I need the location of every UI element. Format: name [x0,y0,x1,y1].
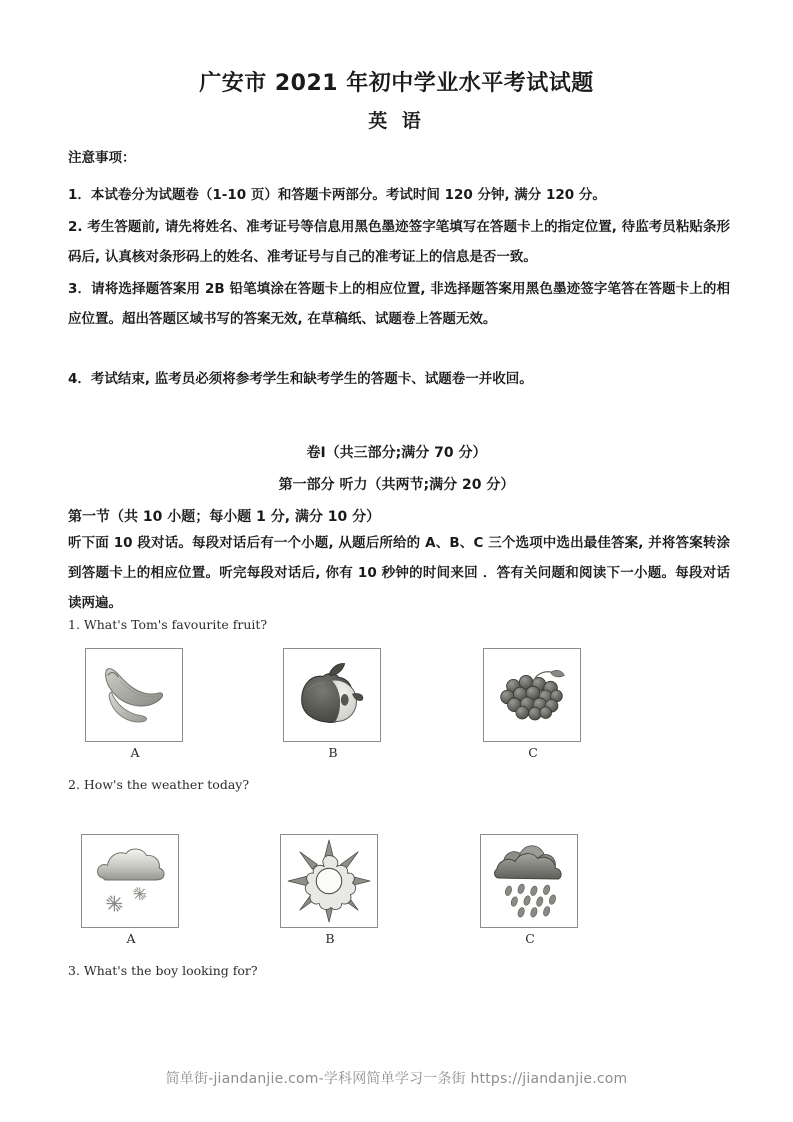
question-1-text: 1. What's Tom's favourite fruit? [68,617,268,632]
option-image-box [280,834,378,928]
option-label: A [126,931,136,946]
question-1-option-c[interactable] [483,648,583,760]
question-3-text: 3. What's the boy looking for? [68,963,258,978]
notes-block [68,146,730,396]
question-2-option-b[interactable] [280,834,380,946]
note-item-1: 1．本试卷分为试题卷（1-10 页）和答题卡两部分。考试时间 120 分钟, 满分 120 分。 [68,187,606,203]
option-image-box [283,648,381,742]
option-label: C [525,931,535,946]
note-item-4: 4．考试结束, 监考员必须将参考学生和缺考学生的答题卡、试题卷一并收回。 [68,371,533,387]
banana-icon [86,649,182,741]
option-image-box [483,648,581,742]
question-1-option-b[interactable] [283,648,383,760]
question-1-option-a[interactable] [85,648,185,760]
option-label: C [528,745,538,760]
sun-icon [281,835,377,927]
footer-watermark: 简单街-jiandanjie.com-学科网简单学习一条街 https://jiandanjie.com [165,1071,628,1087]
option-label: B [325,931,335,946]
page-subtitle: 英 语 [368,110,425,132]
rain-cloud-icon [481,835,577,927]
section-heading-part-one: 第一部分 听力（共两节;满分 20 分） [278,477,515,493]
notes-heading: 注意事项： [68,150,136,166]
option-image-box [480,834,578,928]
question-2-text: 2. How's the weather today? [68,777,250,792]
option-label: A [130,745,140,760]
section-heading-section-one: 第一节（共 10 小题；每小题 1 分, 满分 10 分） [68,509,381,525]
listening-directions: 听下面 10 段对话。每段对话后有一个小题, 从题后所给的 A、B、C 三个选项中选出最佳答案, 并将答案转涂到答题卡上的相应位置。听完每段对话后, 你有 10 秒钟的时间来回 ．答有关问题和阅读下一小题。每段对话读两遍。 [68,535,730,611]
question-2-options [0,834,793,954]
grapes-icon [484,649,580,741]
question-1-options [0,648,793,768]
note-item-3: 3．请将选择题答案用 2B 铅笔填涂在答题卡上的相应位置, 非选择题答案用黑色墨迹签字笔答在答题卡上的相应位置。超出答题区域书写的答案无效, 在草稿纸、试题卷上答题无效。 [68,281,730,327]
question-2-option-a[interactable] [81,834,181,946]
option-image-box [85,648,183,742]
section-heading-paper-part: 卷I（共三部分;满分 70 分） [306,445,487,461]
snow-cloud-icon [82,835,178,927]
note-item-2: 2. 考生答题前, 请先将姓名、准考证号等信息用黑色墨迹签字笔填写在答题卡上的指定位置, 待监考员粘贴条形码后, 认真核对条形码上的姓名、准考证号与自己的准考证上的信息是否一致。 [68,219,730,265]
option-label: B [328,745,338,760]
page-title: 广安市 2021 年初中学业水平考试试题 [199,71,594,96]
apple-icon [284,649,380,741]
option-image-box [81,834,179,928]
question-2-option-c[interactable] [480,834,580,946]
